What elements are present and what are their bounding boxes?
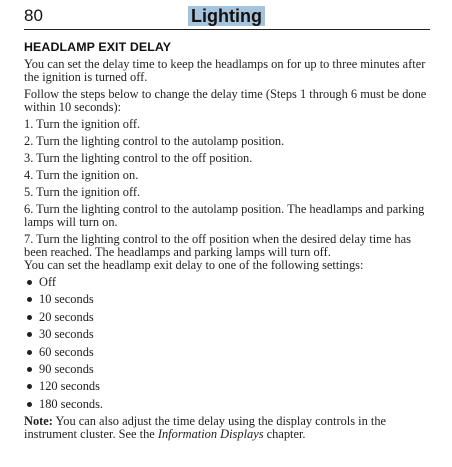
steps-list <box>24 118 430 259</box>
instruction-paragraph: Follow the steps below to change the delay time (Steps 1 through 6 must be done within 10 seconds): <box>24 87 427 114</box>
settings-list <box>24 276 430 415</box>
page-number: 80 <box>24 6 43 25</box>
bullet-icon <box>27 384 32 389</box>
bullet-icon <box>27 297 32 302</box>
step-item: 7. Turn the lighting control to the off position when the desired delay time has been reached. The headlamps and parking lamps will turn off. <box>24 232 411 259</box>
settings-option-label: 20 seconds <box>39 309 94 324</box>
bullet-icon <box>27 367 32 372</box>
bullet-icon <box>27 350 32 355</box>
step-item: 4. Turn the ignition on. <box>24 168 139 182</box>
header-divider <box>24 29 430 30</box>
bullet-icon <box>27 332 32 337</box>
chapter-reference: Information Displays <box>157 427 264 442</box>
settings-list-item <box>24 293 430 310</box>
note-text-before: You can also adjust the time delay using the display controls in the instrument cluster. See the <box>24 414 387 442</box>
step-item: 1. Turn the ignition off. <box>24 117 141 131</box>
settings-list-item <box>24 346 430 363</box>
note-text-after: chapter. <box>263 427 306 442</box>
settings-list-item <box>24 398 430 415</box>
settings-option-label: 180 seconds. <box>39 396 104 411</box>
intro-paragraph: You can set the delay time to keep the headlamps on for up to three minutes after the ignition is turned off. <box>24 57 426 84</box>
bullet-icon <box>27 280 32 285</box>
page-content <box>24 40 430 441</box>
bullet-icon <box>27 315 32 320</box>
settings-list-item <box>24 328 430 345</box>
section-heading: HEADLAMP EXIT DELAY <box>24 40 172 54</box>
settings-option-label: 10 seconds <box>39 292 94 307</box>
settings-list-item <box>24 363 430 380</box>
step-item: 5. Turn the ignition off. <box>24 185 141 199</box>
settings-option-label: Off <box>39 275 56 289</box>
note-label: Note: <box>24 414 53 429</box>
step-item: 6. Turn the lighting control to the autolamp position. The headlamps and parking lamps will turn on. <box>24 202 425 229</box>
note-paragraph <box>24 415 430 441</box>
settings-list-item <box>24 311 430 328</box>
settings-list-item <box>24 276 430 293</box>
step-item: 3. Turn the lighting control to the off position. <box>24 151 253 165</box>
settings-option-label: 90 seconds <box>39 361 94 376</box>
page-header <box>0 0 452 30</box>
settings-intro: You can set the headlamp exit delay to one of the following settings: <box>24 258 364 272</box>
step-item: 2. Turn the lighting control to the autolamp position. <box>24 134 285 148</box>
bullet-icon <box>27 402 32 407</box>
settings-option-label: 30 seconds <box>39 327 94 342</box>
settings-list-item <box>24 380 430 397</box>
settings-option-label: 60 seconds <box>39 344 94 359</box>
chapter-title: Lighting <box>188 6 265 26</box>
settings-option-label: 120 seconds <box>39 379 100 394</box>
